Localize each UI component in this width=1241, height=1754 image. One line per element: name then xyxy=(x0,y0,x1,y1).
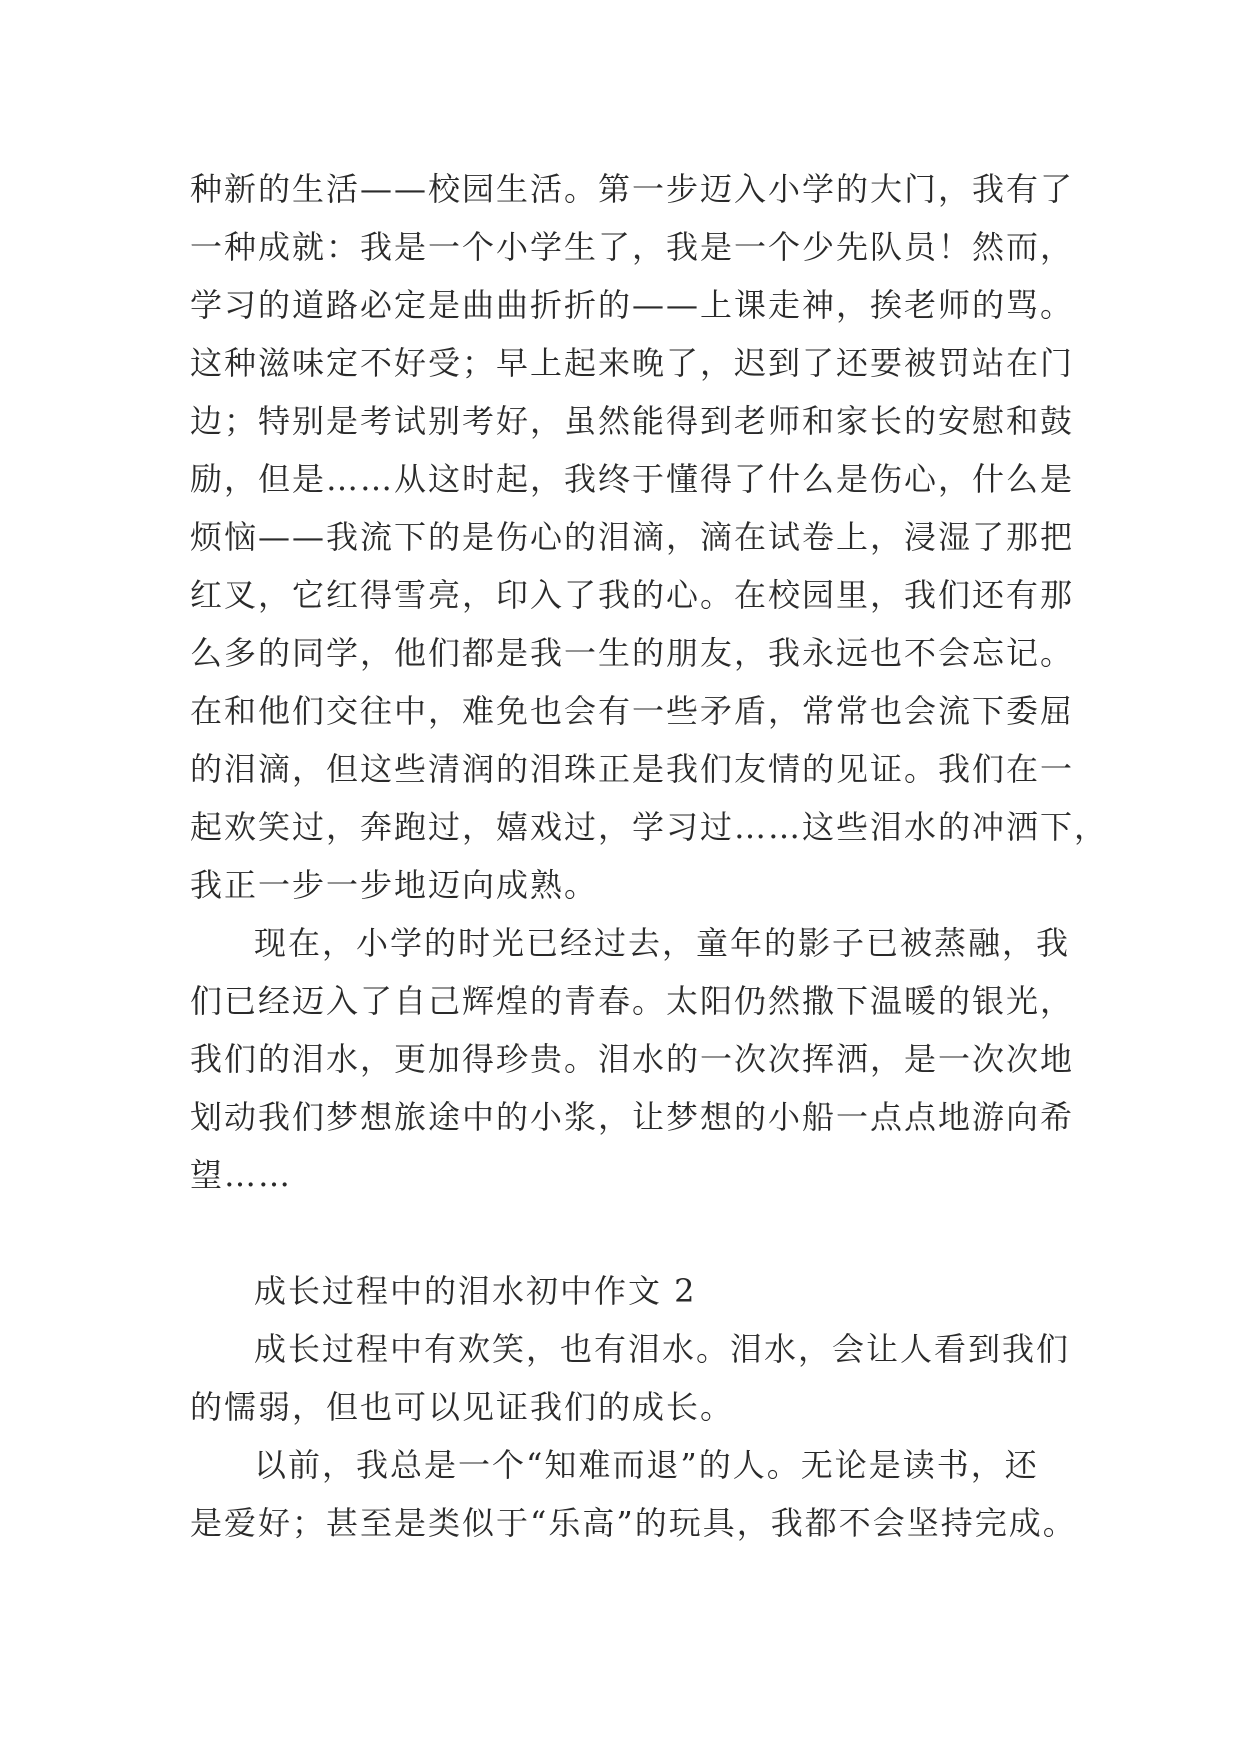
paragraph-spacer xyxy=(190,1204,1060,1262)
text-line: 是爱好；甚至是类似于“乐高”的玩具，我都不会坚持完成。 xyxy=(190,1504,1077,1542)
text-line: 烦恼——我流下的是伤心的泪滴，滴在试卷上，浸湿了那把 xyxy=(190,518,1075,556)
paragraph-2 xyxy=(190,914,1075,1204)
paragraph-4 xyxy=(190,1436,1077,1552)
text-line: 的泪滴，但这些清润的泪珠正是我们友情的见证。我们在一 xyxy=(190,750,1075,788)
text-line: 在和他们交往中，难免也会有一些矛盾，常常也会流下委屈 xyxy=(190,692,1075,730)
text-line: 我正一步一步地迈向成熟。 xyxy=(190,866,599,904)
text-line: 起欢笑过，奔跑过，嬉戏过，学习过……这些泪水的冲洒下， xyxy=(190,808,1109,846)
text-line: 一种成就：我是一个小学生了，我是一个少先队员！然而， xyxy=(190,228,1075,266)
text-line: 我们的泪水，更加得珍贵。泪水的一次次挥洒，是一次次地 xyxy=(190,1040,1075,1078)
text-line: 成长过程中有欢笑，也有泪水。泪水，会让人看到我们 xyxy=(254,1330,1071,1368)
text-line: 的懦弱，但也可以见证我们的成长。 xyxy=(190,1388,735,1426)
document-body xyxy=(190,160,1109,1552)
text-line: 红叉，它红得雪亮，印入了我的心。在校园里，我们还有那 xyxy=(190,576,1075,614)
paragraph-1 xyxy=(190,160,1109,914)
section-title: 成长过程中的泪水初中作文 2 xyxy=(254,1272,697,1310)
text-line: 划动我们梦想旅途中的小浆，让梦想的小船一点点地游向希 xyxy=(190,1098,1075,1136)
text-line: 么多的同学，他们都是我一生的朋友，我永远也不会忘记。 xyxy=(190,634,1075,672)
text-line: 望…… xyxy=(190,1156,293,1194)
text-line: 种新的生活——校园生活。第一步迈入小学的大门，我有了 xyxy=(190,170,1075,208)
text-line: 现在，小学的时光已经过去，童年的影子已被蒸融，我 xyxy=(254,924,1071,962)
text-line: 这种滋味定不好受；早上起来晚了，迟到了还要被罚站在门 xyxy=(190,344,1075,382)
text-line: 边；特别是考试别考好，虽然能得到老师和家长的安慰和鼓 xyxy=(190,402,1075,440)
text-line: 以前，我总是一个“知难而退”的人。无论是读书，还 xyxy=(254,1446,1039,1484)
text-line: 们已经迈入了自己辉煌的青春。太阳仍然撒下温暖的银光， xyxy=(190,982,1075,1020)
paragraph-3 xyxy=(190,1320,1071,1436)
text-line: 学习的道路必定是曲曲折折的——上课走神，挨老师的骂。 xyxy=(190,286,1075,324)
text-line: 励，但是……从这时起，我终于懂得了什么是伤心，什么是 xyxy=(190,460,1075,498)
